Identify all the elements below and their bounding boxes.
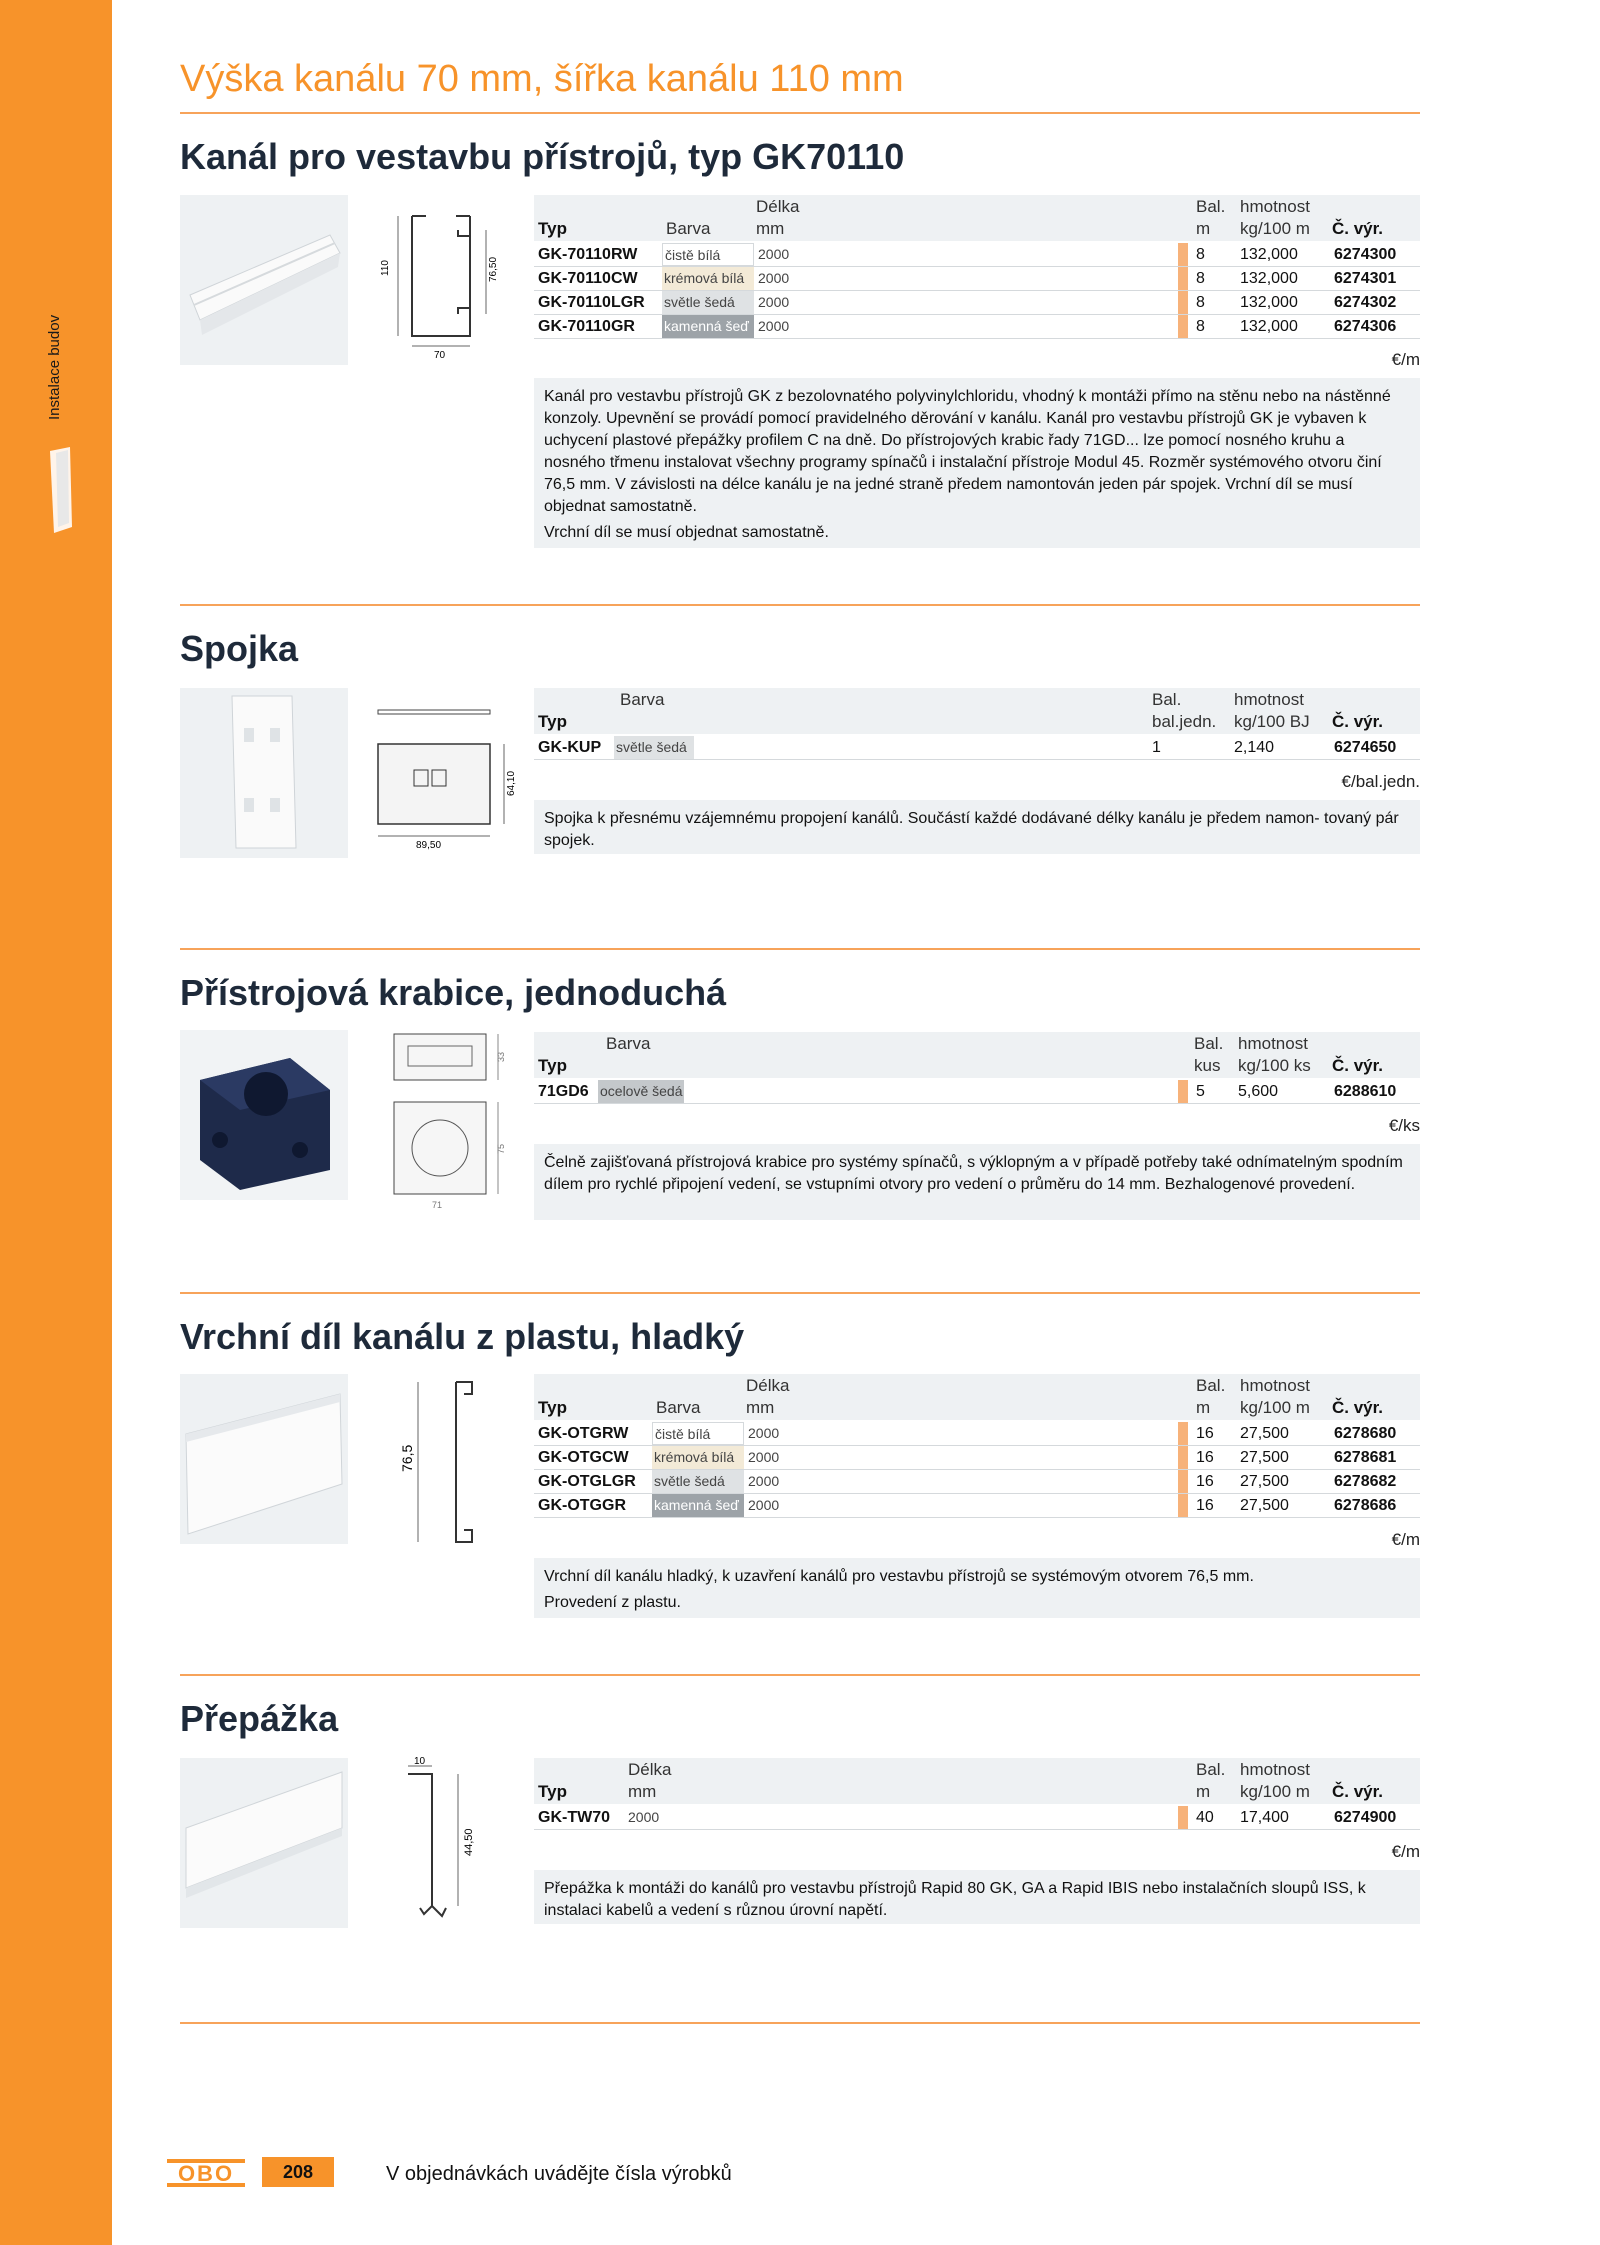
table-row: GK-OTGGR kamenná šeď 2000 16 27,500 6278686 bbox=[534, 1494, 1420, 1518]
hdr-barva: Barva bbox=[606, 1034, 651, 1053]
table-header bbox=[534, 688, 1420, 734]
channel-profile-icon bbox=[46, 445, 76, 535]
price-unit: €/m bbox=[1391, 1530, 1420, 1549]
hdr-hmotnost-unit: kg/100 m bbox=[1240, 1398, 1310, 1417]
table-row: GK-70110CW krémová bílá 2000 8 132,000 6274301 bbox=[534, 267, 1420, 291]
hdr-hmotnost: hmotnost bbox=[1238, 1034, 1308, 1053]
price-marker bbox=[1178, 267, 1188, 290]
page-title: Výška kanálu 70 mm, šířka kanálu 110 mm bbox=[180, 58, 904, 100]
table-row: GK-70110LGR světle šedá 2000 8 132,000 6274302 bbox=[534, 291, 1420, 315]
box-photo bbox=[180, 1030, 348, 1200]
hdr-hmotnost-unit: kg/100 m bbox=[1240, 1782, 1310, 1801]
row-divider bbox=[534, 759, 1420, 760]
table-row: GK-OTGLGR světle šedá 2000 16 27,500 6278682 bbox=[534, 1470, 1420, 1494]
hdr-bal: Bal. bbox=[1152, 690, 1182, 709]
table-row: GK-KUP světle šedá 1 2,140 6274650 bbox=[534, 736, 1420, 760]
price-unit: €/ks bbox=[1388, 1116, 1420, 1135]
price-marker bbox=[1178, 1470, 1188, 1493]
dim-height: 44,50 bbox=[463, 1828, 475, 1856]
table-header bbox=[534, 1032, 1420, 1078]
table-header bbox=[534, 1758, 1420, 1804]
hdr-hmotnost: hmotnost bbox=[1240, 197, 1310, 216]
dim-height: 110 bbox=[380, 260, 391, 276]
cover-dimension-drawing bbox=[388, 1374, 508, 1554]
price-marker bbox=[1178, 315, 1188, 338]
divider bbox=[180, 604, 1420, 606]
price-unit: €/m bbox=[1391, 350, 1420, 369]
hdr-typ: Typ bbox=[538, 712, 567, 731]
price-marker bbox=[1178, 1446, 1188, 1469]
table-row: 71GD6 ocelově šedá 5 5,600 6288610 bbox=[534, 1080, 1420, 1104]
dim-b: 75 bbox=[496, 1143, 506, 1154]
hdr-bal-unit: bal.jedn. bbox=[1152, 712, 1217, 731]
price-marker bbox=[1178, 1080, 1188, 1103]
dim-c: 71 bbox=[432, 1200, 443, 1210]
hdr-typ: Typ bbox=[538, 1782, 567, 1801]
hdr-hmotnost-unit: kg/100 ks bbox=[1238, 1056, 1311, 1075]
divider bbox=[180, 948, 1420, 950]
page-number: 208 bbox=[262, 2157, 334, 2187]
channel-dimension-drawing bbox=[378, 208, 508, 358]
hdr-typ: Typ bbox=[538, 1056, 567, 1075]
divider bbox=[180, 1674, 1420, 1676]
price-unit: €/bal.jedn. bbox=[1341, 772, 1420, 791]
divider bbox=[180, 2022, 1420, 2024]
hdr-bal-unit: m bbox=[1196, 219, 1211, 238]
hdr-delka-unit: mm bbox=[628, 1782, 657, 1801]
hdr-barva: Barva bbox=[620, 690, 665, 709]
hdr-bal: Bal. bbox=[1196, 1760, 1226, 1779]
hdr-cvyr: Č. výr. bbox=[1332, 219, 1384, 238]
description: Kanál pro vestavbu přístrojů GK z bezolovnatého polyvinylchloridu, vhodný k montáži přímo na stěnu nebo na nástěnné konzoly. Upevnění se provádí pomocí pravidelného děrování v kanálu. Kanál pro vestavbu přístrojů GK je vybaven k uchycení plastové přepážky profilem C na dně. Do přístrojových krabic řady 71GD... lze pomocí nosného kruhu a nosného třmenu instalovat všechny programy spínačů i instalační přístroje Modul 45. Rozměr systémového otvoru činí 76,5 mm. V závislosti na délce kanálu je na jedné straně předem namontován jeden pár spojek. Vrchní díl se musí objednat samostatně. Vrchní díl se musí objednat samostatně. bbox=[534, 378, 1420, 548]
section-title-gk70110: Kanál pro vestavbu přístrojů, typ GK70110 bbox=[180, 136, 905, 177]
dim-a: 33 bbox=[496, 1051, 506, 1062]
hdr-hmotnost: hmotnost bbox=[1240, 1760, 1310, 1779]
table-row: GK-70110RW čistě bílá 2000 8 132,000 6274300 bbox=[534, 243, 1420, 267]
section-title-vrchni: Vrchní díl kanálu z plastu, hladký bbox=[180, 1316, 745, 1357]
divider bbox=[180, 112, 1420, 114]
sidebar-label: Instalace budov bbox=[46, 314, 63, 420]
description: Přepážka k montáži do kanálů pro vestavbu přístrojů Rapid 80 GK, GA a Rapid IBIS nebo instalačních sloupů ISS, k instalaci kabelů a vedení s různou úrovní napětí. bbox=[534, 1870, 1420, 1924]
hdr-typ: Typ bbox=[538, 1398, 567, 1417]
description: Spojka k přesnému vzájemnému propojení kanálů. Součástí každé dodávané délky kanálu je předem namon- tovaný pár spojek. bbox=[534, 800, 1420, 854]
hdr-bal-unit: m bbox=[1196, 1398, 1211, 1417]
hdr-cvyr: Č. výr. bbox=[1332, 1398, 1384, 1417]
dim-width: 89,50 bbox=[416, 840, 442, 850]
dim-height: 64,10 bbox=[506, 770, 517, 796]
hdr-hmotnost: hmotnost bbox=[1240, 1376, 1310, 1395]
hdr-delka-unit: mm bbox=[746, 1398, 775, 1417]
hdr-delka-unit: mm bbox=[756, 219, 785, 238]
hdr-bal: Bal. bbox=[1196, 197, 1226, 216]
row-divider bbox=[534, 1103, 1420, 1104]
dim-height: 76,5 bbox=[399, 1444, 415, 1472]
section-title-prepazka: Přepážka bbox=[180, 1698, 339, 1739]
price-marker bbox=[1178, 1494, 1188, 1517]
hdr-barva: Barva bbox=[656, 1398, 701, 1417]
connector-dimension-drawing bbox=[370, 700, 520, 850]
price-marker bbox=[1178, 243, 1188, 266]
table-row: GK-OTGRW čistě bílá 2000 16 27,500 6278680 bbox=[534, 1422, 1420, 1446]
hdr-barva: Barva bbox=[666, 219, 711, 238]
box-dimension-drawing bbox=[388, 1030, 508, 1210]
row-divider bbox=[534, 1517, 1420, 1518]
hdr-bal-unit: m bbox=[1196, 1782, 1211, 1801]
description: Čelně zajišťovaná přístrojová krabice pro systémy spínačů, s výklopným a v případě potřeby také odnímatelným spodním dílem pro rychlé připojení vedení, se vstupními otvory pro vedení o průměru do 14 mm. Bezhalogenové provedení. bbox=[534, 1144, 1420, 1220]
connector-photo bbox=[180, 688, 348, 858]
price-marker bbox=[1178, 1806, 1188, 1829]
divider-photo bbox=[180, 1758, 348, 1928]
hdr-bal-unit: kus bbox=[1194, 1056, 1221, 1075]
hdr-delka: Délka bbox=[746, 1376, 790, 1395]
row-divider bbox=[534, 338, 1420, 339]
table-header bbox=[534, 195, 1420, 241]
table-row: GK-TW70 2000 40 17,400 6274900 bbox=[534, 1806, 1420, 1830]
divider-dimension-drawing bbox=[388, 1756, 508, 1936]
hdr-bal: Bal. bbox=[1196, 1376, 1226, 1395]
hdr-delka: Délka bbox=[756, 197, 800, 216]
hdr-cvyr: Č. výr. bbox=[1332, 712, 1384, 731]
table-header bbox=[534, 1374, 1420, 1420]
table-row: GK-70110GR kamenná šeď 2000 8 132,000 6274306 bbox=[534, 315, 1420, 339]
section-title-krabice: Přístrojová krabice, jednoduchá bbox=[180, 972, 727, 1013]
footer-note: V objednávkách uvádějte čísla výrobků bbox=[386, 2163, 732, 2185]
hdr-hmotnost: hmotnost bbox=[1234, 690, 1304, 709]
dim-inner: 76,50 bbox=[488, 256, 499, 282]
table-row: GK-OTGCW krémová bílá 2000 16 27,500 6278681 bbox=[534, 1446, 1420, 1470]
cover-photo bbox=[180, 1374, 348, 1544]
row-divider bbox=[534, 1829, 1420, 1830]
price-unit: €/m bbox=[1391, 1842, 1420, 1861]
hdr-hmotnost-unit: kg/100 BJ bbox=[1234, 712, 1310, 731]
divider bbox=[180, 1292, 1420, 1294]
hdr-typ: Typ bbox=[538, 219, 567, 238]
description: Vrchní díl kanálu hladký, k uzavření kanálů pro vestavbu přístrojů se systémovým otvorem 76,5 mm. Provedení z plastu. bbox=[534, 1558, 1420, 1618]
hdr-cvyr: Č. výr. bbox=[1332, 1782, 1384, 1801]
hdr-hmotnost-unit: kg/100 m bbox=[1240, 219, 1310, 238]
hdr-bal: Bal. bbox=[1194, 1034, 1224, 1053]
dim-width: 70 bbox=[434, 350, 446, 358]
dim-width: 10 bbox=[414, 1756, 426, 1767]
channel-photo bbox=[180, 195, 348, 365]
hdr-cvyr: Č. výr. bbox=[1332, 1056, 1384, 1075]
price-marker bbox=[1178, 291, 1188, 314]
obo-logo bbox=[166, 2158, 246, 2188]
hdr-delka: Délka bbox=[628, 1760, 672, 1779]
section-title-spojka: Spojka bbox=[180, 628, 299, 669]
price-marker bbox=[1178, 1422, 1188, 1445]
svg-text:OBO: OBO bbox=[177, 2161, 235, 2186]
